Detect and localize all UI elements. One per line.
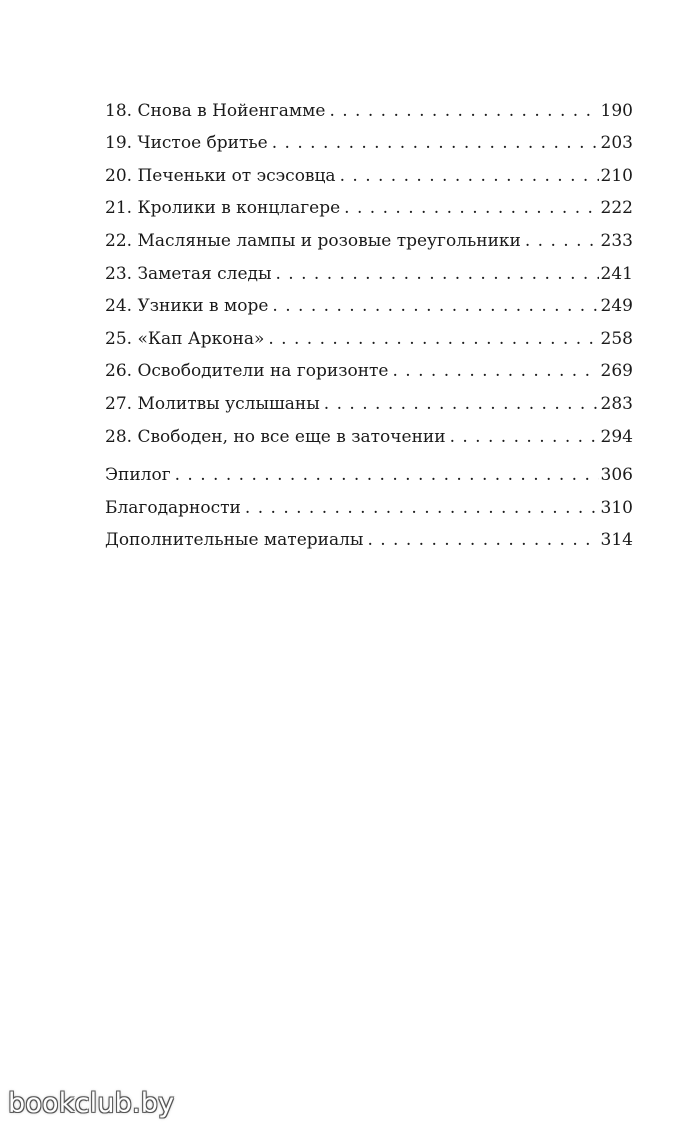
dot-leader (268, 329, 598, 349)
toc-entry-title: 25. «Кап Аркона» (105, 328, 265, 349)
toc-entry-page: 310 (600, 497, 633, 518)
dot-leader (367, 530, 598, 550)
toc-entry-page: 210 (600, 165, 633, 186)
toc-entry-title: 24. Узники в море (105, 296, 269, 317)
site-watermark: bookclub.by (8, 1088, 175, 1119)
dot-leader (329, 101, 598, 121)
toc-entry-title: Дополнительные материалы (105, 530, 364, 551)
toc-entry-page: 294 (600, 426, 633, 447)
toc-entry-title: 19. Чистое бритье (105, 133, 268, 154)
toc-entry-page: 241 (600, 263, 633, 284)
toc-entry-chapter-23 (105, 251, 633, 284)
toc-entry-additional-materials (105, 518, 633, 551)
toc-entry-page: 233 (600, 230, 633, 251)
toc-entry-title: 27. Молитвы услышаны (105, 393, 320, 414)
toc-entry-title: Благодарности (105, 497, 241, 518)
toc-entry-page: 222 (600, 198, 633, 219)
dot-leader (175, 465, 599, 485)
toc-entry-title: 22. Масляные лампы и розовые треугольники (105, 230, 521, 251)
toc-entry-page: 283 (600, 393, 633, 414)
dot-leader (272, 133, 599, 153)
toc-entry-chapter-19 (105, 121, 633, 154)
toc-entry-chapter-27 (105, 381, 633, 414)
toc-entry-chapter-18 (105, 88, 633, 121)
toc-entry-chapter-26 (105, 349, 633, 382)
toc-entry-chapter-25 (105, 316, 633, 349)
table-of-contents (105, 88, 633, 550)
toc-entry-acknowledgements (105, 485, 633, 518)
toc-entry-title: 28. Свободен, но все еще в заточении (105, 426, 446, 447)
toc-entry-title: 21. Кролики в концлагере (105, 198, 341, 219)
dot-leader (344, 198, 598, 218)
dot-leader (525, 231, 599, 251)
toc-entry-chapter-21 (105, 186, 633, 219)
dot-leader (393, 361, 599, 381)
toc-entry-title: 18. Снова в Нойенгамме (105, 100, 326, 121)
toc-entry-page: 258 (600, 328, 633, 349)
dot-leader (340, 166, 599, 186)
toc-entry-chapter-20 (105, 153, 633, 186)
dot-leader (272, 296, 598, 316)
toc-entry-title: 23. Заметая следы (105, 263, 272, 284)
toc-entry-page: 190 (600, 100, 633, 121)
toc-entry-page: 203 (600, 133, 633, 154)
dot-leader (245, 498, 599, 518)
toc-entry-chapter-24 (105, 284, 633, 317)
toc-entry-page: 249 (600, 296, 633, 317)
toc-entry-page: 314 (600, 530, 633, 551)
dot-leader (276, 264, 599, 284)
toc-entry-title: 26. Освободители на горизонте (105, 361, 389, 382)
toc-entry-page: 306 (600, 465, 633, 486)
toc-entry-title: 20. Печеньки от эсэсовца (105, 165, 336, 186)
toc-entry-title: Эпилог (105, 465, 171, 486)
toc-entry-chapter-28 (105, 414, 633, 447)
toc-entry-epilogue (105, 453, 633, 486)
dot-leader (450, 427, 599, 447)
dot-leader (324, 394, 599, 414)
toc-entry-page: 269 (600, 361, 633, 382)
toc-entry-chapter-22 (105, 218, 633, 251)
